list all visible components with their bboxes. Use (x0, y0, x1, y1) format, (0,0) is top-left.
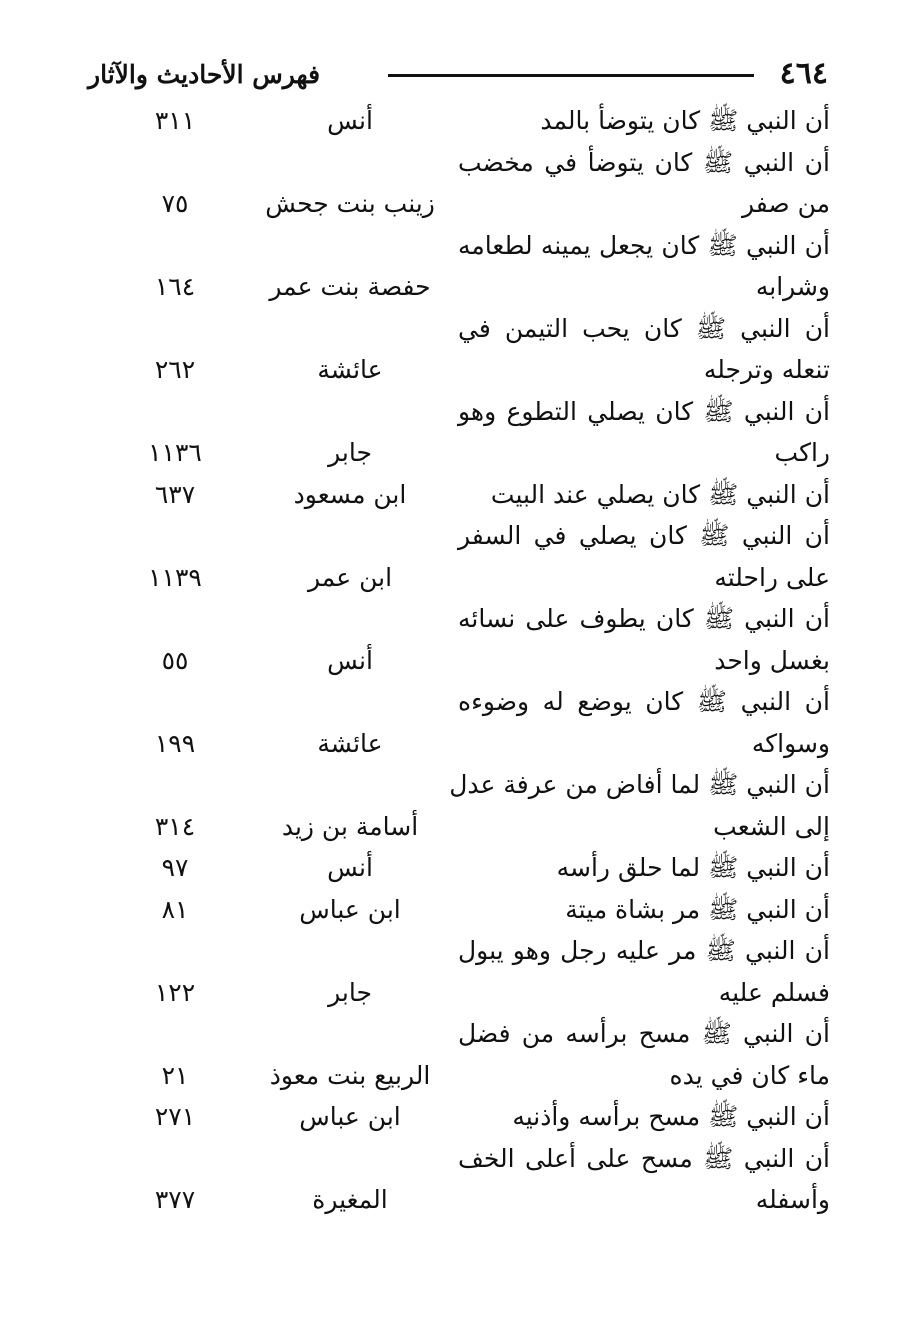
index-line (0, 515, 916, 557)
hadith-number: ١١٣٦ (148, 438, 202, 467)
hadith-number: ١١٣٩ (148, 562, 202, 592)
hadith-text: أن النبي ﷺ كان يتوضأ في مخضب (458, 147, 830, 177)
narrator: الربيع بنت معوذ (269, 1060, 431, 1090)
index-line (0, 349, 916, 391)
index-line (0, 432, 916, 474)
hadith-number: ١٢٢ (154, 977, 196, 1007)
hadith-number: ٧٥ (161, 189, 189, 218)
narrator: عائشة (317, 728, 383, 758)
hadith-text: أن النبي ﷺ مسح برأسه من فضل (458, 1019, 830, 1048)
narrator: جابر (328, 438, 372, 467)
hadith-text: أن النبي ﷺ كان يوضع له وضوءه (458, 687, 830, 716)
hadith-text: من صفر (741, 189, 830, 218)
hadith-number: ٨١ (161, 894, 189, 924)
hadith-text: أن النبي ﷺ كان يصلي التطوع وهو (458, 396, 830, 426)
hadith-text: وسواكه (751, 728, 830, 758)
hadith-text: على راحلته (714, 562, 830, 592)
index-line (0, 142, 916, 184)
hadith-number: ٢١ (161, 1060, 189, 1090)
index-line (0, 183, 916, 225)
hadith-text: تنعله وترجله (703, 355, 830, 384)
hadith-text: أن النبي ﷺ لما حلق رأسه (556, 853, 830, 882)
narrator: المغيرة (312, 1185, 388, 1214)
hadith-number: ١٩٩ (154, 728, 196, 758)
running-title: فهرس الأحاديث والآثار (88, 60, 321, 89)
hadith-text: أن النبي ﷺ كان يحب التيمن في (458, 313, 830, 343)
index-line (0, 889, 916, 931)
hadith-number: ٢٦٢ (154, 355, 196, 384)
index-line (0, 764, 916, 806)
hadith-text: بغسل واحد (714, 645, 830, 675)
narrator: حفصة بنت عمر (269, 272, 431, 301)
hadith-text: راكب (774, 438, 830, 467)
hadith-number: ٥٥ (161, 645, 189, 675)
index-line (0, 1096, 916, 1138)
hadith-number: ٢٧١ (154, 1102, 196, 1131)
narrator: ابن عمر (307, 562, 393, 592)
hadith-text: أن النبي ﷺ كان يطوف على نسائه (458, 604, 830, 633)
hadith-text: فسلم عليه (718, 977, 830, 1007)
narrator: ابن عباس (299, 1102, 401, 1131)
narrator: ابن عباس (299, 894, 401, 924)
index-line (0, 972, 916, 1014)
hadith-number: ٣٧٧ (154, 1185, 196, 1214)
index-line (0, 391, 916, 433)
hadith-text: أن النبي ﷺ مسح برأسه وأذنيه (512, 1102, 830, 1131)
hadith-text: أن النبي ﷺ كان يجعل يمينه لطعامه (458, 230, 830, 260)
index-line (0, 640, 916, 682)
index-line (0, 1055, 916, 1097)
hadith-number: ٩٧ (161, 853, 189, 882)
index-line (0, 847, 916, 889)
hadith-text: أن النبي ﷺ كان يصلي عند البيت (490, 479, 830, 509)
hadith-number: ٦٣٧ (154, 479, 196, 509)
narrator: أنس (327, 853, 373, 882)
index-line (0, 225, 916, 267)
narrator: أنس (327, 106, 373, 135)
index-line (0, 266, 916, 308)
hadith-number: ١٦٤ (154, 272, 196, 301)
index-line (0, 930, 916, 972)
index-line (0, 100, 916, 142)
narrator: عائشة (317, 355, 383, 384)
hadith-index-list (0, 100, 916, 1221)
index-line (0, 723, 916, 765)
index-line (0, 308, 916, 350)
index-line (0, 474, 916, 516)
index-line (0, 681, 916, 723)
index-line (0, 598, 916, 640)
hadith-number: ٣١٤ (154, 811, 196, 841)
narrator: ابن مسعود (293, 479, 407, 509)
index-line (0, 1013, 916, 1055)
hadith-text: أن النبي ﷺ كان يصلي في السفر (458, 521, 830, 550)
hadith-text: أن النبي ﷺ مر عليه رجل وهو يبول (458, 936, 830, 965)
index-line (0, 557, 916, 599)
hadith-text: أن النبي ﷺ مر بشاة ميتة (565, 894, 830, 924)
narrator: أسامة بن زيد (281, 811, 419, 841)
narrator: زينب بنت جحش (265, 189, 435, 218)
hadith-text: وشرابه (755, 272, 830, 301)
hadith-text: وأسفله (755, 1185, 830, 1214)
index-line (0, 806, 916, 848)
index-line (0, 1179, 916, 1221)
header-rule (388, 74, 754, 77)
index-line (0, 1138, 916, 1180)
hadith-text: أن النبي ﷺ مسح على أعلى الخف (458, 1143, 830, 1173)
hadith-text: ماء كان في يده (669, 1060, 830, 1090)
hadith-text: أن النبي ﷺ كان يتوضأ بالمد (540, 106, 830, 135)
page-header (88, 56, 828, 100)
hadith-text: أن النبي ﷺ لما أفاض من عرفة عدل (449, 770, 830, 799)
page-number: ٤٦٤ (779, 56, 828, 91)
narrator: جابر (328, 977, 372, 1007)
hadith-number: ٣١١ (154, 106, 196, 135)
hadith-text: إلى الشعب (713, 811, 830, 841)
narrator: أنس (327, 645, 373, 675)
